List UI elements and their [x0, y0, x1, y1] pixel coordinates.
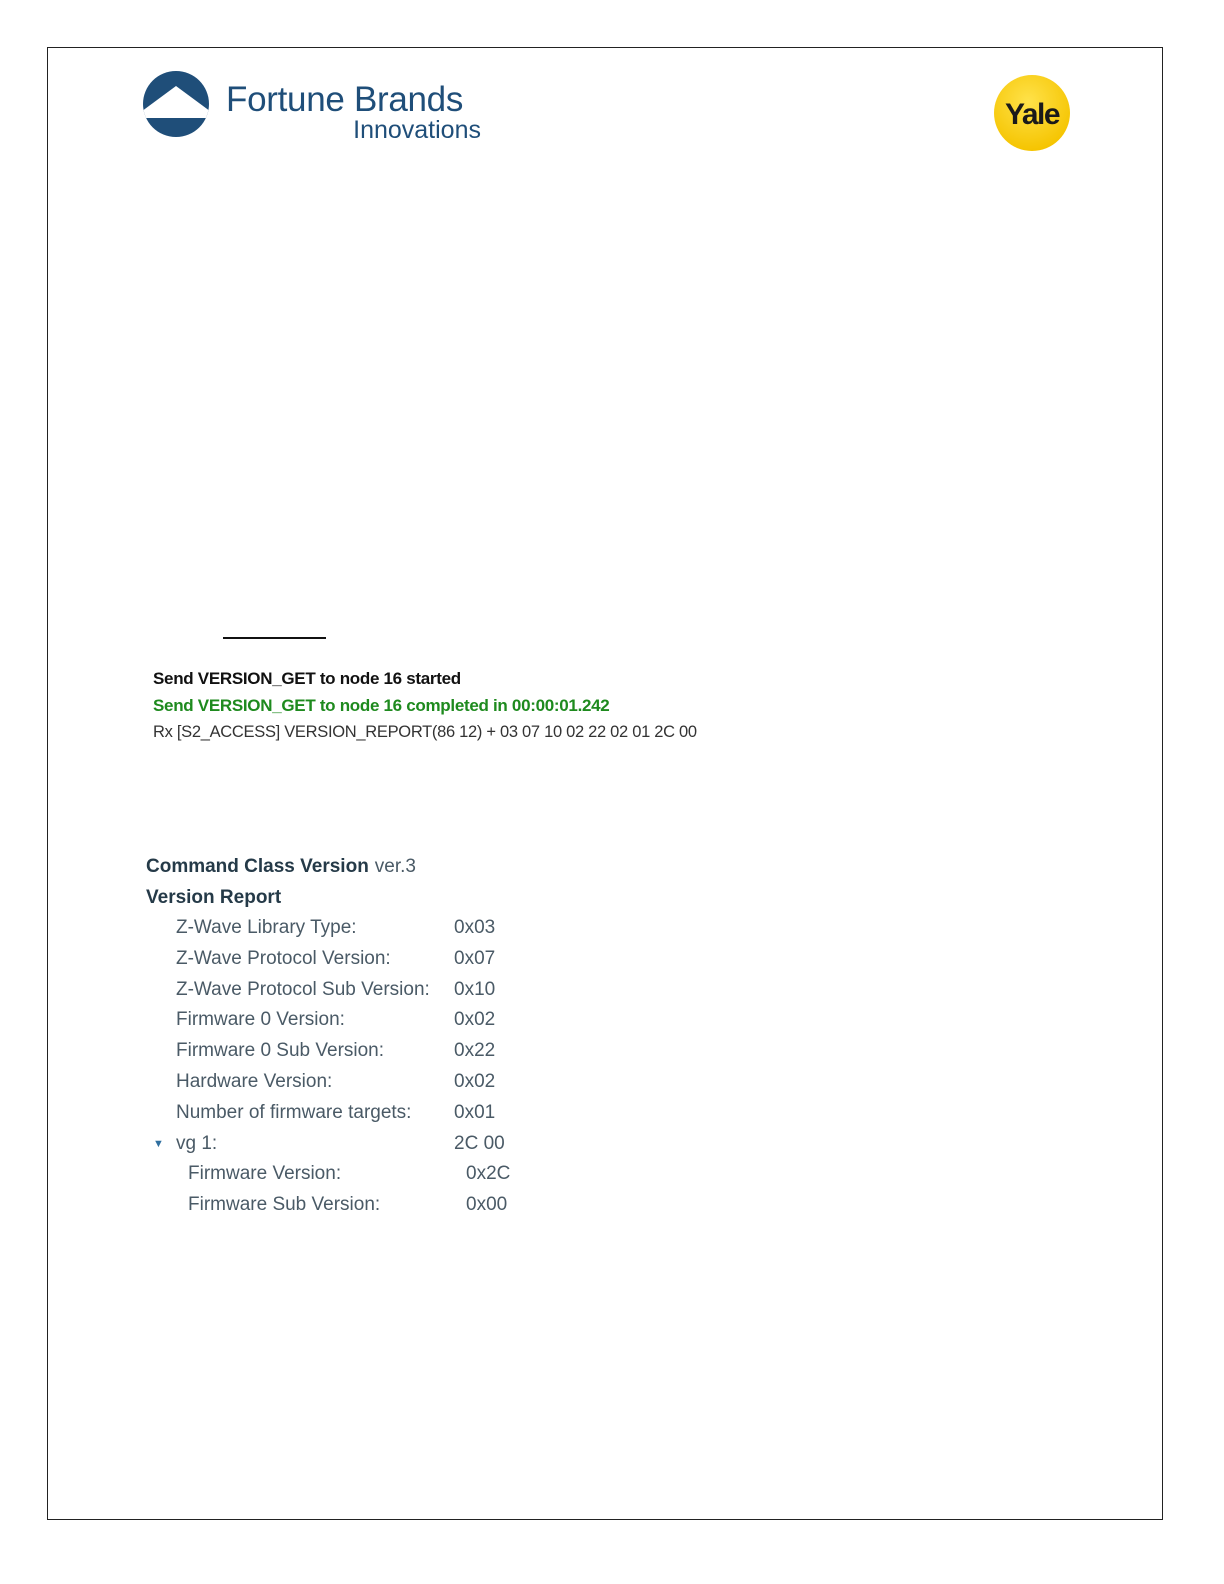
divider-line	[223, 637, 326, 639]
field-label: Firmware Sub Version:	[188, 1194, 381, 1216]
log-output	[153, 665, 697, 746]
mountain-circle-icon	[142, 70, 210, 138]
field-value: 0x2C	[466, 1163, 511, 1185]
field-value: 0x02	[454, 1009, 496, 1031]
field-label: Firmware 0 Version:	[176, 1009, 345, 1031]
field-value: 0x07	[454, 947, 496, 969]
command-class-panel	[146, 851, 511, 1221]
field-label: Z-Wave Library Type:	[176, 917, 357, 938]
field-value: 0x01	[454, 1101, 496, 1123]
log-rx-line: Rx [S2_ACCESS] VERSION_REPORT(86 12) + 03 07 10 02 22 02 01 2C 00	[153, 723, 697, 741]
field-value: 0x02	[454, 1070, 496, 1092]
command-class-header	[146, 851, 416, 882]
field-value: 0x03	[454, 917, 496, 938]
vg-child-row	[146, 1159, 511, 1190]
yale-logo-text: Yale	[1004, 98, 1060, 131]
field-label: Firmware Version:	[188, 1163, 342, 1185]
field-row	[146, 1067, 496, 1098]
yale-logo	[993, 74, 1071, 152]
fortune-brands-logo	[142, 70, 487, 146]
field-label: Z-Wave Protocol Sub Version:	[176, 978, 430, 1000]
version-report-title: Version Report	[146, 887, 282, 908]
log-completed-line: Send VERSION_GET to node 16 completed in 00:00:01.242	[153, 696, 610, 715]
company-name: Fortune Brands	[226, 80, 464, 119]
field-row	[146, 1098, 496, 1129]
field-value: 0x00	[466, 1194, 508, 1216]
command-class-version: ver.3	[374, 856, 416, 877]
log-started-line: Send VERSION_GET to node 16 started	[153, 669, 461, 688]
vg-child-row	[146, 1190, 508, 1221]
caret-down-icon[interactable]: ▼	[153, 1137, 164, 1150]
company-subtitle: Innovations	[353, 116, 481, 144]
page-frame	[47, 47, 1163, 1520]
command-class-title: Command Class Version	[146, 856, 369, 877]
field-row	[146, 975, 496, 1006]
field-value: 0x22	[454, 1040, 496, 1062]
field-row	[146, 944, 496, 975]
vg-value: 2C 00	[454, 1132, 505, 1154]
field-value: 0x10	[454, 978, 496, 1000]
field-label: Hardware Version:	[176, 1070, 333, 1092]
field-label: Z-Wave Protocol Version:	[176, 947, 391, 969]
field-label: Number of firmware targets:	[176, 1101, 412, 1123]
vg-label: vg 1:	[176, 1132, 218, 1154]
field-row	[146, 1036, 496, 1067]
field-row	[146, 913, 496, 944]
field-row	[146, 1005, 496, 1036]
vg-group-row[interactable]	[146, 1129, 505, 1160]
field-label: Firmware 0 Sub Version:	[176, 1040, 385, 1062]
